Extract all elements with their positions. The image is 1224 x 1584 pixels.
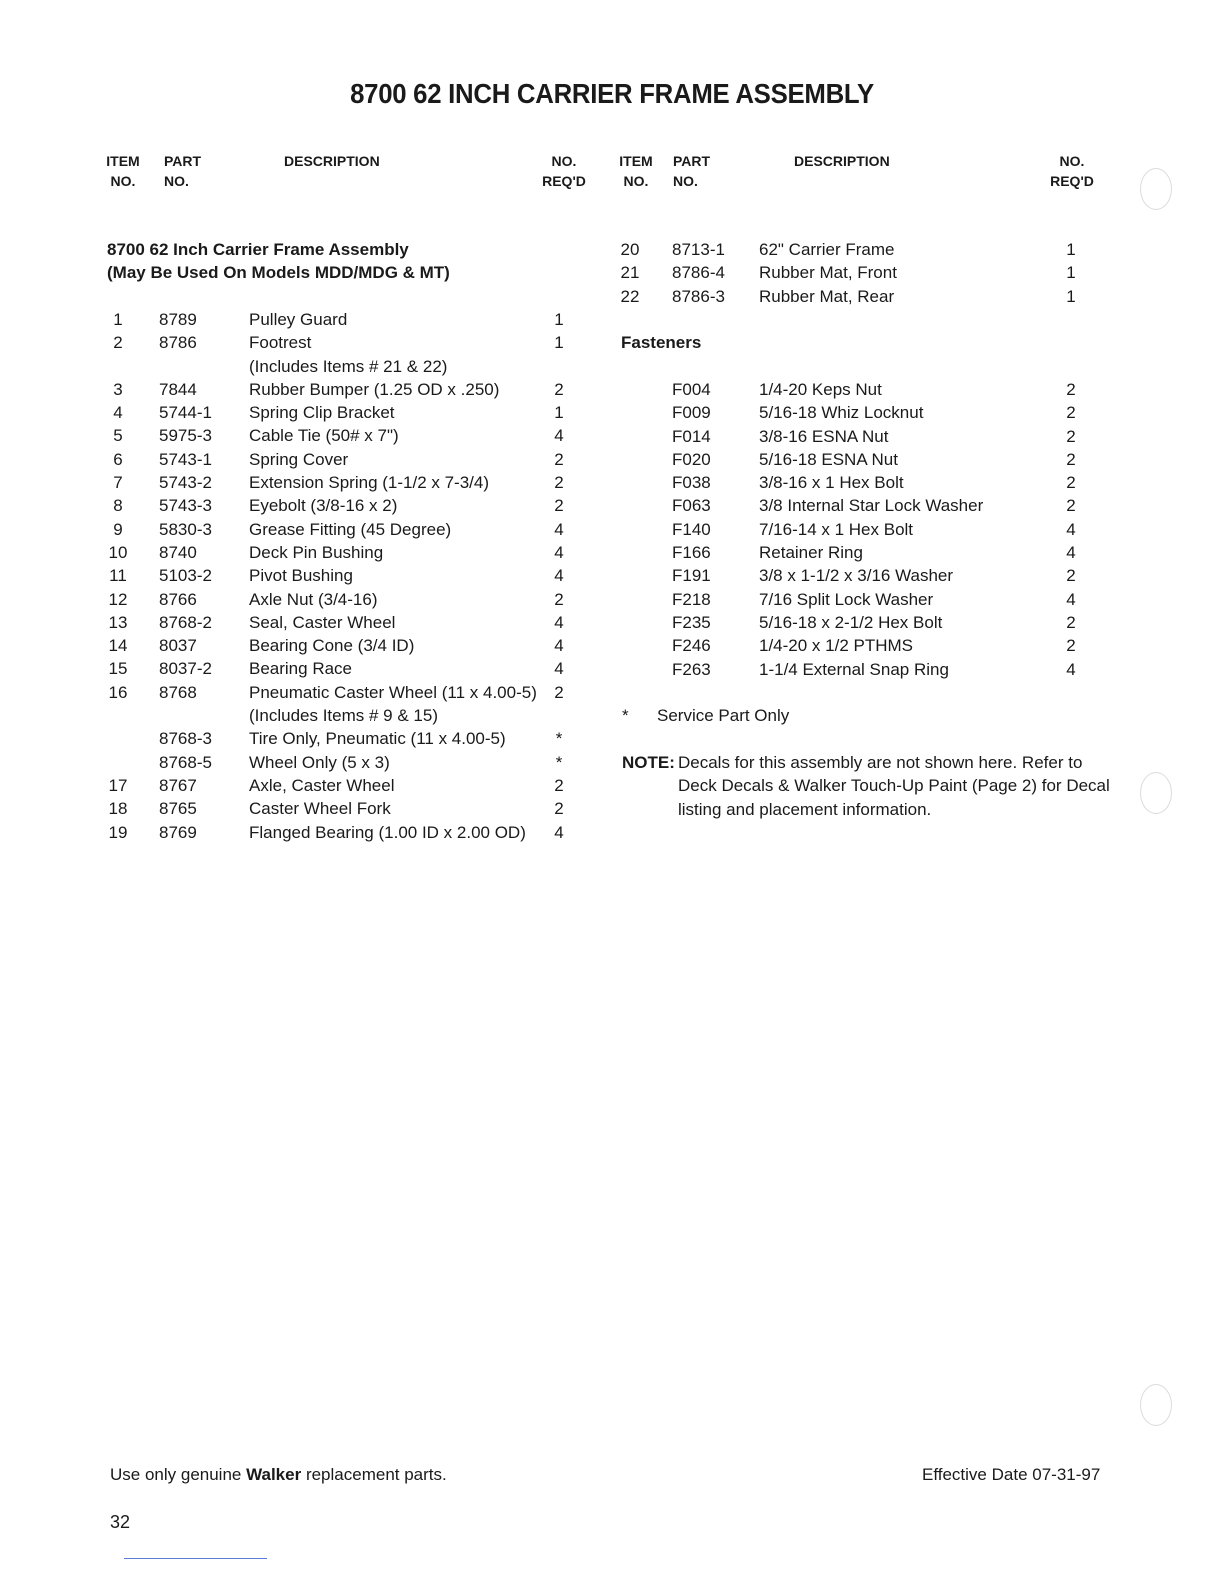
item-number: 13 [108, 612, 128, 632]
part-description: 1/4-20 Keps Nut [759, 380, 882, 399]
part-number: 8786-3 [672, 286, 725, 306]
note-line: listing and placement information. [678, 799, 932, 819]
item-number: 2 [113, 333, 123, 353]
part-number: F020 [672, 449, 711, 469]
quantity-required: 4 [554, 519, 564, 539]
quantity-required: 2 [1066, 612, 1076, 632]
part-description: Axle, Caster Wheel [249, 775, 395, 795]
quantity-required: 1 [554, 333, 564, 353]
punch-hole-mark [1140, 1384, 1172, 1426]
part-number: 5103-2 [159, 566, 212, 586]
section-title: 8700 62 Inch Carrier Frame Assembly [107, 240, 409, 259]
part-description: Rubber Mat, Rear [759, 286, 895, 306]
item-number: 3 [113, 379, 123, 399]
quantity-required: 2 [554, 775, 564, 795]
quantity-required: 4 [554, 542, 564, 562]
item-number: 16 [108, 682, 128, 702]
table-row [620, 285, 1090, 308]
part-number: F235 [672, 612, 711, 632]
part-description: Tire Only, Pneumatic (11 x 4.00-5) [249, 729, 506, 749]
item-number: 7 [113, 473, 123, 493]
item-number: 6 [113, 449, 123, 469]
quantity-required: 2 [1066, 449, 1076, 469]
quantity-required: 4 [1066, 519, 1076, 539]
item-number: 11 [109, 566, 127, 586]
quantity-required: 2 [554, 379, 564, 399]
part-description: Flanged Bearing (1.00 ID x 2.00 OD) [249, 822, 526, 842]
part-number: F038 [672, 473, 711, 493]
item-number: 15 [108, 659, 128, 679]
quantity-required: 4 [1066, 543, 1076, 563]
table-row [108, 564, 578, 587]
quantity-required: * [555, 752, 563, 772]
note-label: NOTE: [622, 753, 675, 772]
part-description: Spring Clip Bracket [249, 403, 395, 423]
item-number: 21 [620, 263, 640, 283]
item-number: 1 [113, 310, 123, 329]
table-row [620, 448, 1090, 471]
fasteners-list [620, 378, 1090, 681]
quantity-required: 2 [554, 496, 564, 516]
part-number: 8768-5 [159, 752, 212, 772]
footer-text-pre: Use only genuine [110, 1465, 247, 1484]
section-subtitle: (May Be Used On Models MDD/MDG & MT) [107, 263, 450, 282]
table-row [620, 564, 1090, 587]
part-number: 8768 [159, 682, 197, 702]
item-number: 5 [113, 426, 123, 446]
part-description: Seal, Caster Wheel [249, 612, 396, 632]
table-row [108, 774, 578, 797]
table-row [620, 518, 1090, 541]
part-description: 3/8 x 1-1/2 x 3/16 Washer [759, 566, 954, 586]
header-no-reqd-right: NO. REQ'D [1050, 153, 1094, 189]
part-number: 8766 [159, 589, 197, 609]
table-row [620, 494, 1090, 517]
quantity-required: 1 [554, 310, 564, 329]
service-text: Service Part Only [657, 706, 790, 725]
part-description: Extension Spring (1-1/2 x 7-3/4) [249, 473, 490, 493]
item-number: 4 [113, 403, 123, 423]
header-part-no-right: PART NO. [673, 153, 711, 189]
part-description: Retainer Ring [759, 543, 863, 563]
part-number: 5743-2 [159, 473, 212, 493]
part-number: 8740 [159, 542, 197, 562]
part-number: 8786 [159, 333, 197, 353]
part-description: Rubber Mat, Front [759, 263, 897, 283]
quantity-required: 2 [554, 682, 564, 702]
part-number: 8713-1 [672, 240, 725, 259]
quantity-required: 2 [554, 799, 564, 819]
part-number: 8037 [159, 636, 197, 656]
item-number: 12 [108, 589, 128, 609]
table-row [620, 634, 1090, 657]
quantity-required: 4 [554, 822, 564, 842]
table-row [620, 261, 1090, 284]
table-row [620, 658, 1090, 681]
part-description: 1/4-20 x 1/2 PTHMS [759, 636, 914, 656]
part-description: Grease Fitting (45 Degree) [249, 519, 452, 539]
table-row [620, 401, 1090, 424]
item-number: 17 [108, 775, 128, 795]
table-row [108, 704, 578, 727]
punch-hole-mark [1140, 168, 1172, 210]
part-description: Footrest [249, 333, 312, 353]
note-line: Deck Decals & Walker Touch-Up Paint (Page 2) for Decal [678, 776, 1110, 796]
quantity-required: 2 [1066, 566, 1076, 586]
quantity-required: 2 [1066, 473, 1076, 493]
part-description: 5/16-18 ESNA Nut [759, 449, 898, 469]
part-description: Axle Nut (3/4-16) [249, 589, 378, 609]
quantity-required: 2 [1066, 496, 1076, 516]
quantity-required: 1 [1066, 240, 1076, 259]
header-item-no-right: ITEM NO. [619, 153, 653, 189]
part-description: 5/16-18 Whiz Locknut [759, 403, 924, 423]
header-part-no-left: PART NO. [164, 153, 202, 189]
header-item-no-left: ITEM NO. [106, 153, 140, 189]
part-description: 5/16-18 x 2-1/2 Hex Bolt [759, 612, 943, 632]
part-description: Wheel Only (5 x 3) [249, 752, 390, 772]
table-row [108, 378, 578, 401]
quantity-required: 4 [554, 426, 564, 446]
part-number: 8765 [159, 799, 197, 819]
item-number: 22 [620, 286, 640, 306]
table-row [620, 611, 1090, 634]
table-row [108, 657, 578, 680]
part-number: 8037-2 [159, 659, 212, 679]
part-description: Pivot Bushing [249, 566, 353, 586]
table-row [108, 727, 578, 750]
effective-date: Effective Date 07-31-97 [922, 1465, 1101, 1484]
quantity-required: * [555, 729, 563, 749]
part-description: 3/8 Internal Star Lock Washer [759, 496, 984, 516]
table-row [108, 424, 578, 447]
quantity-required: 4 [554, 659, 564, 679]
part-description: Pneumatic Caster Wheel (11 x 4.00-5) [249, 682, 537, 702]
table-row [108, 821, 578, 844]
quantity-required: 4 [554, 566, 564, 586]
table-row [108, 588, 578, 611]
quantity-required: 2 [554, 589, 564, 609]
item-number: 10 [108, 542, 128, 562]
table-row [108, 797, 578, 820]
part-description: Bearing Cone (3/4 ID) [249, 636, 415, 656]
right-parts-list [620, 238, 1090, 308]
table-row [108, 401, 578, 424]
scan-line-decoration [124, 1558, 267, 1559]
part-number: 8786-4 [672, 263, 725, 283]
part-description: (Includes Items # 21 & 22) [249, 356, 448, 376]
quantity-required: 2 [1066, 426, 1076, 446]
punch-hole-mark [1140, 772, 1172, 814]
part-number: F218 [672, 589, 711, 609]
quantity-required: 1 [1066, 286, 1076, 306]
part-description: 62" Carrier Frame [759, 240, 895, 259]
page-title: 8700 62 INCH CARRIER FRAME ASSEMBLY [350, 78, 874, 109]
quantity-required: 4 [554, 612, 564, 632]
part-number: F140 [672, 519, 711, 539]
table-row [108, 751, 578, 774]
part-number: F263 [672, 659, 711, 679]
part-description: Rubber Bumper (1.25 OD x .250) [249, 379, 500, 399]
part-description: Eyebolt (3/8-16 x 2) [249, 496, 398, 516]
item-number: 9 [113, 519, 123, 539]
quantity-required: 4 [1066, 589, 1076, 609]
part-number: 5830-3 [159, 519, 212, 539]
table-row [620, 378, 1090, 401]
part-description: Caster Wheel Fork [249, 799, 391, 819]
quantity-required: 2 [1066, 403, 1076, 423]
table-row [108, 331, 578, 354]
quantity-required: 2 [1066, 380, 1076, 399]
item-number: 18 [108, 799, 128, 819]
fasteners-title: Fasteners [621, 333, 702, 352]
item-number: 14 [108, 636, 128, 656]
note-line: Decals for this assembly are not shown here. Refer to [678, 753, 1083, 772]
part-number: F246 [672, 636, 711, 656]
part-number: 8769 [159, 822, 197, 842]
part-number: F191 [672, 566, 711, 586]
left-parts-list [108, 308, 578, 844]
quantity-required: 4 [1066, 659, 1076, 679]
footer-brand: Walker [246, 1465, 302, 1484]
part-description: 3/8-16 x 1 Hex Bolt [759, 473, 904, 493]
part-description: Bearing Race [249, 659, 353, 679]
table-row [108, 611, 578, 634]
table-row [108, 634, 578, 657]
part-number: F063 [672, 496, 711, 516]
item-number: 20 [620, 240, 640, 259]
part-description: Cable Tie (50# x 7") [249, 426, 399, 446]
part-description: Spring Cover [249, 449, 349, 469]
part-number: F009 [672, 403, 711, 423]
table-row [108, 355, 578, 378]
quantity-required: 1 [1066, 263, 1076, 283]
part-number: 8768-2 [159, 612, 212, 632]
part-description: (Includes Items # 9 & 15) [249, 706, 438, 726]
table-row [620, 541, 1090, 564]
table-row [108, 681, 578, 704]
quantity-required: 4 [554, 636, 564, 656]
table-row [108, 308, 578, 331]
item-number: 8 [113, 496, 123, 516]
header-no-reqd-left: NO. REQ'D [542, 153, 586, 189]
footer-genuine-parts [110, 1465, 447, 1485]
part-description: 3/8-16 ESNA Nut [759, 426, 889, 446]
part-number: F014 [672, 426, 711, 446]
quantity-required: 1 [554, 403, 564, 423]
header-description-right: DESCRIPTION [794, 153, 890, 169]
item-number: 19 [108, 822, 128, 842]
header-description-left: DESCRIPTION [284, 153, 380, 169]
quantity-required: 2 [554, 449, 564, 469]
part-number: 7844 [159, 379, 197, 399]
table-row [620, 425, 1090, 448]
part-number: F004 [672, 380, 711, 399]
footer-text-post: replacement parts. [301, 1465, 447, 1484]
table-row [108, 494, 578, 517]
part-number: 5975-3 [159, 426, 212, 446]
quantity-required: 2 [554, 473, 564, 493]
part-description: Pulley Guard [249, 310, 348, 329]
table-row [108, 448, 578, 471]
quantity-required: 2 [1066, 636, 1076, 656]
table-row [620, 588, 1090, 611]
table-row [620, 238, 1090, 261]
part-number: F166 [672, 543, 711, 563]
part-description: Deck Pin Bushing [249, 542, 384, 562]
table-row [108, 518, 578, 541]
part-number: 8768-3 [159, 729, 212, 749]
table-row [108, 471, 578, 494]
part-number: 5743-3 [159, 496, 212, 516]
table-row [620, 471, 1090, 494]
part-description: 7/16 Split Lock Washer [759, 589, 934, 609]
table-row [108, 541, 578, 564]
part-number: 8767 [159, 775, 197, 795]
part-description: 7/16-14 x 1 Hex Bolt [759, 519, 914, 539]
part-description: 1-1/4 External Snap Ring [759, 659, 949, 679]
part-number: 5744-1 [159, 403, 212, 423]
part-number: 5743-1 [159, 449, 212, 469]
service-star: * [622, 706, 629, 725]
page-number: 32 [110, 1512, 131, 1532]
part-number: 8789 [159, 310, 197, 329]
